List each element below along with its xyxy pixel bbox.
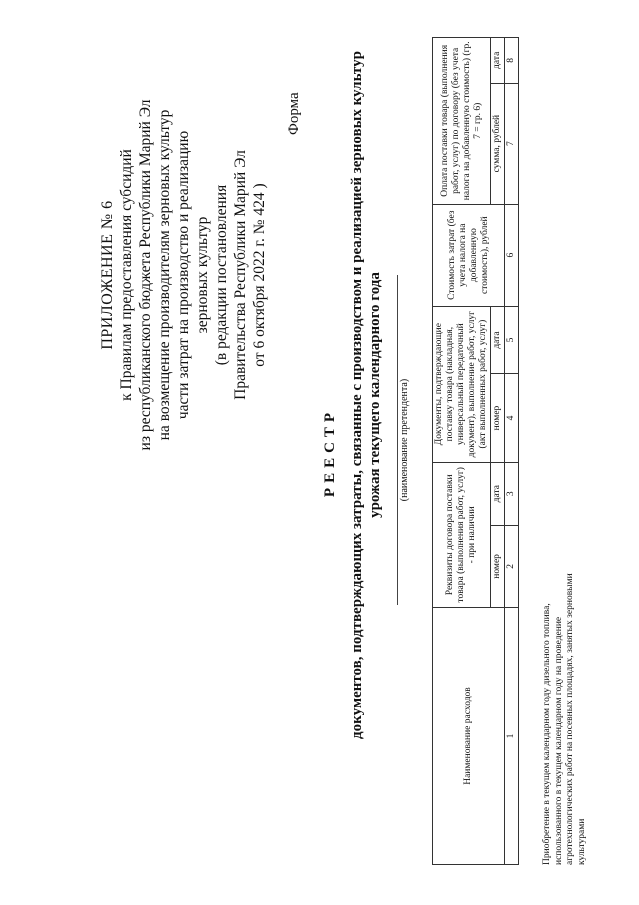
applicant-name-line <box>397 275 398 605</box>
column-number: 3 <box>505 462 519 525</box>
header-supply-documents: Документы, подтверждающие поставку товара (накладная, универсальный передаточный документ), выполнение работ, услуг (акт выполненных работ, услуг) <box>433 306 491 462</box>
subheader-date: дата <box>491 306 505 374</box>
subheader-sum: сумма, рублей <box>491 83 505 204</box>
appendix-line: зерновых культур <box>194 216 211 334</box>
subheader-number: номер <box>491 525 505 607</box>
appendix-line: части затрат на производство и реализацию <box>175 130 192 420</box>
header-cost: Стоимость затрат (без учета налога на добавленную стоимость), рублей <box>433 204 505 306</box>
subheader-date: дата <box>491 462 505 525</box>
footnote-expense-item: Приобретение в текущем календарном году дизельного топлива, использованного в текущем календарном году на проведение агротехнологических работ на посевных площадях, занятых зерновыми культурами <box>542 573 587 865</box>
document-title: РЕЕСТР <box>322 407 338 498</box>
header-payment: Оплата поставки товара (выполнения работ, услуг) по договору (без учета налога на добавленную стоимость) (гр. 7 = гр. 6) <box>433 38 491 205</box>
column-number: 4 <box>505 374 519 462</box>
column-number: 6 <box>505 204 519 306</box>
column-number: 8 <box>505 38 519 84</box>
header-contract-details: Реквизиты договора поставки товара (выполнения работ, услуг) - при наличии <box>433 462 491 607</box>
appendix-title: ПРИЛОЖЕНИЕ № 6 <box>99 200 116 350</box>
subtitle-line: урожая текущего календарного года <box>367 272 383 518</box>
appendix-line: к Правилам предоставления субсидий <box>118 149 135 401</box>
registry-table <box>432 37 519 865</box>
applicant-caption: (наименование претендента) <box>399 378 410 502</box>
appendix-line: Правительства Республики Марий Эл <box>232 150 249 400</box>
column-number: 5 <box>505 306 519 374</box>
appendix-block <box>98 75 269 475</box>
column-number: 1 <box>505 608 519 865</box>
header-expense-name: Наименование расходов <box>433 608 505 865</box>
appendix-line: от 6 октября 2022 г. № 424 ) <box>251 183 268 367</box>
form-label: Форма <box>286 92 302 135</box>
subtitle-line: документов, подтверждающих затраты, связанные с производством и реализацией зерновых культур <box>349 51 365 739</box>
appendix-line: (в редакции постановления <box>213 184 230 366</box>
appendix-line: из республиканского бюджета Республики Марий Эл <box>137 99 154 451</box>
column-number: 7 <box>505 83 519 204</box>
subheader-date: дата <box>491 38 505 84</box>
subheader-number: номер <box>491 374 505 462</box>
column-number: 2 <box>505 525 519 607</box>
appendix-line: на возмещение производителям зерновых культур <box>156 109 173 441</box>
document-subtitle <box>348 5 384 785</box>
